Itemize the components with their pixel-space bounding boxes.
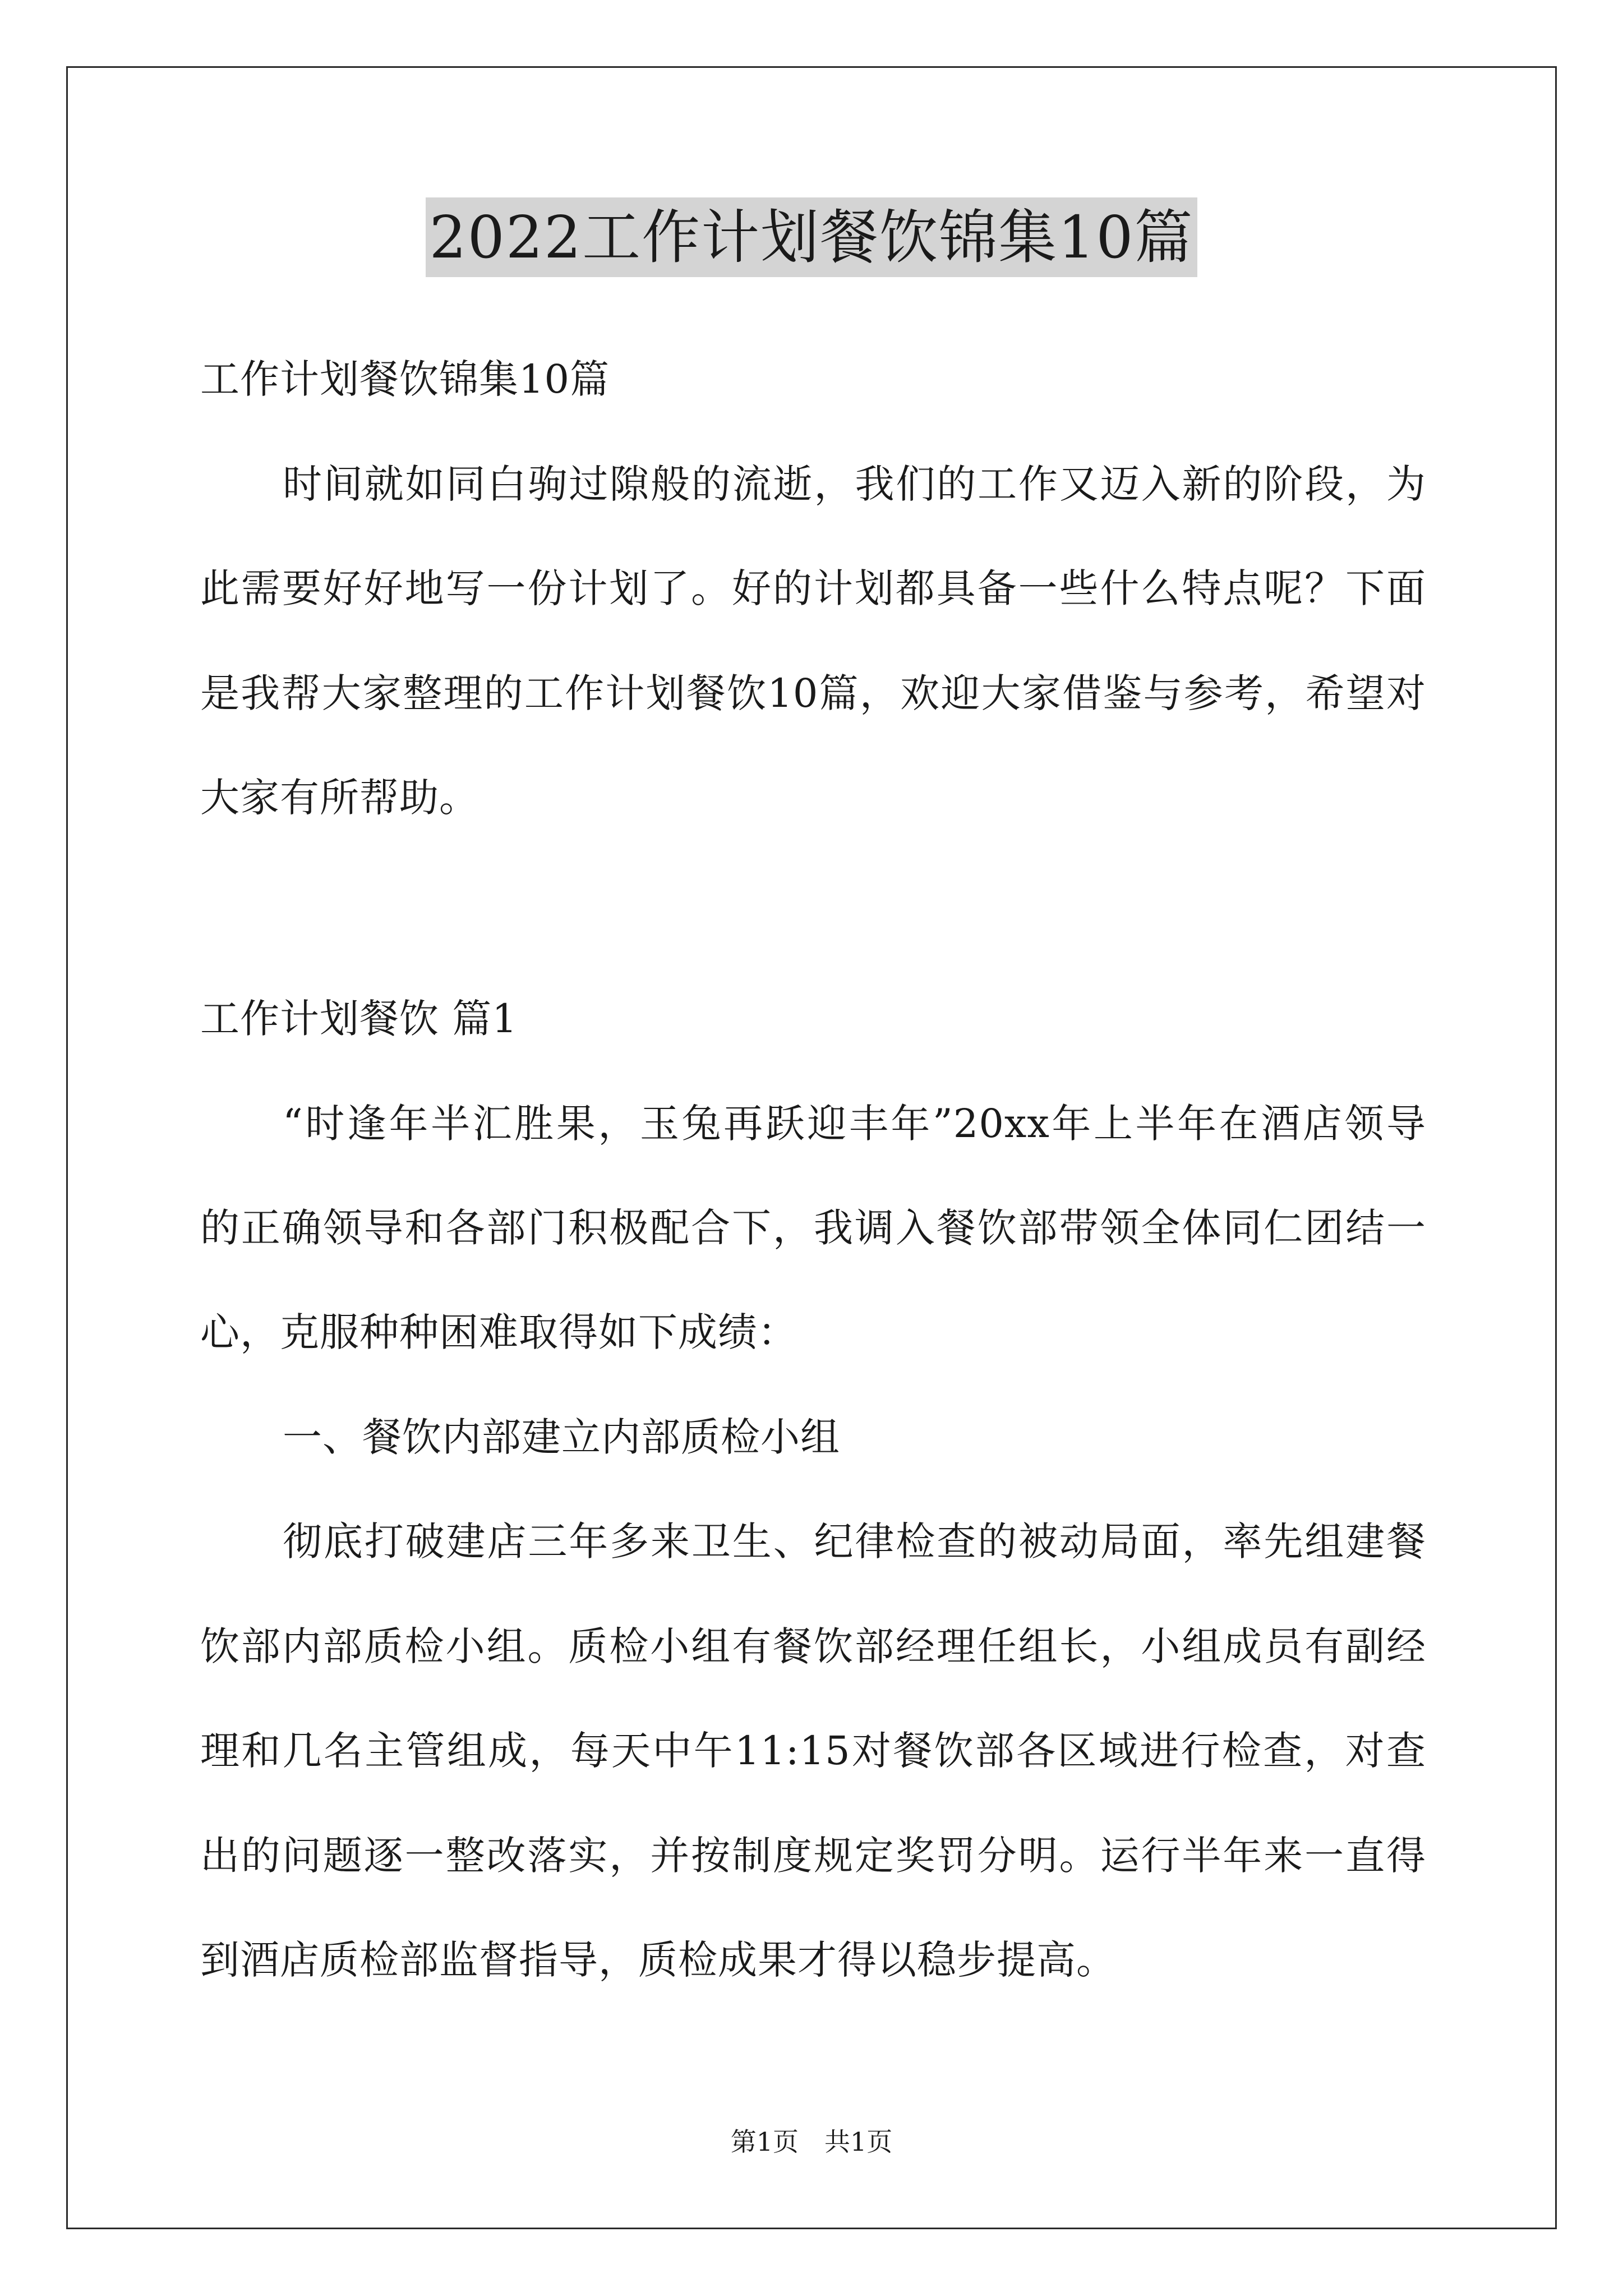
paragraph-line: 饮部内部质检小组。质检小组有餐饮部经理任组长，小组成员有副经 xyxy=(200,1623,1426,1669)
intro-line: 大家有所帮助。 xyxy=(200,775,479,821)
paragraph-line: 的正确领导和各部门积极配合下，我调入餐饮部带领全体同仁团结一 xyxy=(200,1205,1426,1251)
paragraph-line: 到酒店质检部监督指导，质检成果才得以稳步提高。 xyxy=(200,1937,1116,1983)
paragraph-line: 心，克服种种困难取得如下成绩： xyxy=(200,1309,797,1355)
page-footer: 第1页 共1页 xyxy=(730,2127,893,2157)
paragraph-line: 出的问题逐一整改落实，并按制度规定奖罚分明。运行半年来一直得 xyxy=(200,1833,1426,1879)
paragraph-line: 理和几名主管组成，每天中午11:15对餐饮部各区域进行检查，对查 xyxy=(200,1728,1426,1774)
document-title: 2022工作计划餐饮锦集10篇 xyxy=(426,197,1197,277)
title-container xyxy=(0,197,1623,277)
intro-line: 是我帮大家整理的工作计划餐饮10篇，欢迎大家借鉴与参考，希望对 xyxy=(200,670,1426,716)
paragraph-line: “时逢年半汇胜果，玉兔再跃迎丰年”20xx年上半年在酒店领导 xyxy=(283,1101,1426,1147)
paragraph-line: 彻底打破建店三年多来卫生、纪律检查的被动局面，率先组建餐 xyxy=(283,1519,1426,1565)
subheading: 一、餐饮内部建立内部质检小组 xyxy=(283,1414,840,1460)
intro-line: 时间就如同白驹过隙般的流逝，我们的工作又迈入新的阶段，为 xyxy=(283,461,1426,507)
section-heading: 工作计划餐饮 篇1 xyxy=(200,996,518,1042)
document-subtitle: 工作计划餐饮锦集10篇 xyxy=(200,356,610,402)
intro-line: 此需要好好地写一份计划了。好的计划都具备一些什么特点呢？下面 xyxy=(200,565,1426,611)
